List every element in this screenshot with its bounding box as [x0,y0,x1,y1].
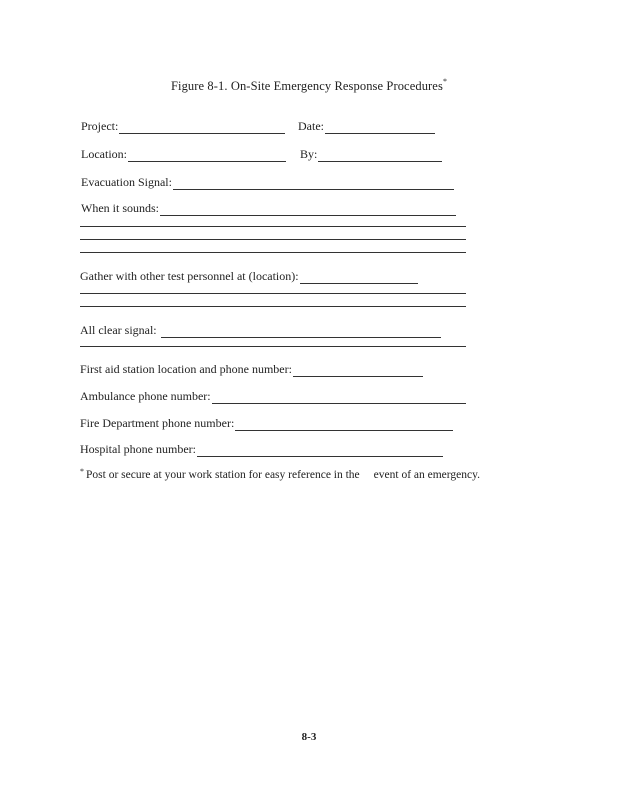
project-blank[interactable] [119,122,285,134]
gather-line-2[interactable] [80,293,466,294]
footnote-text-part2: event of an emergency. [373,469,480,481]
title-text: Figure 8-1. On-Site Emergency Response Procedures [170,79,443,94]
when-it-sounds-line-3[interactable] [80,239,466,240]
ambulance-field [80,389,466,404]
fire-department-blank[interactable] [235,419,453,431]
when-it-sounds-line-2[interactable] [80,226,466,227]
date-label: Date: [298,119,324,133]
gather-line-3[interactable] [80,306,466,307]
evacuation-signal-field [81,175,454,190]
footnote-mark: * [80,467,84,476]
first-aid-field [80,362,423,377]
location-field [81,147,286,162]
ambulance-blank[interactable] [212,392,466,404]
gather-location-label: Gather with other test personnel at (location): [80,269,299,283]
page-number: 8-3 [301,731,317,743]
footnote [80,469,480,481]
by-label: By: [300,147,318,161]
when-it-sounds-line-4[interactable] [80,252,466,253]
when-it-sounds-blank[interactable] [160,204,456,216]
hospital-blank[interactable] [197,445,443,457]
ambulance-label: Ambulance phone number: [80,389,211,403]
hospital-field [80,442,443,457]
evacuation-signal-blank[interactable] [173,178,454,190]
date-blank[interactable] [325,122,435,134]
date-field [298,119,435,134]
fire-department-field [80,416,453,431]
all-clear-line-2[interactable] [80,346,466,347]
all-clear-label: All clear signal: [80,323,157,337]
title-footnote-mark: * [442,77,448,86]
first-aid-label: First aid station location and phone number: [80,362,292,376]
project-field [81,119,285,134]
when-it-sounds-label: When it sounds: [81,201,159,215]
all-clear-blank[interactable] [161,326,441,338]
fire-department-label: Fire Department phone number: [80,416,235,430]
first-aid-blank[interactable] [293,365,423,377]
project-label: Project: [81,119,119,133]
footnote-text-part1: Post or secure at your work station for easy reference in the [86,469,360,481]
by-blank[interactable] [318,150,442,162]
hospital-label: Hospital phone number: [80,442,196,456]
page-title [0,78,618,94]
location-blank[interactable] [128,150,286,162]
gather-location-blank[interactable] [300,272,418,284]
gather-location-field [80,269,418,284]
evacuation-signal-label: Evacuation Signal: [81,175,172,189]
location-label: Location: [81,147,127,161]
all-clear-field [80,323,441,338]
when-it-sounds-field [81,201,456,216]
by-field [300,147,442,162]
